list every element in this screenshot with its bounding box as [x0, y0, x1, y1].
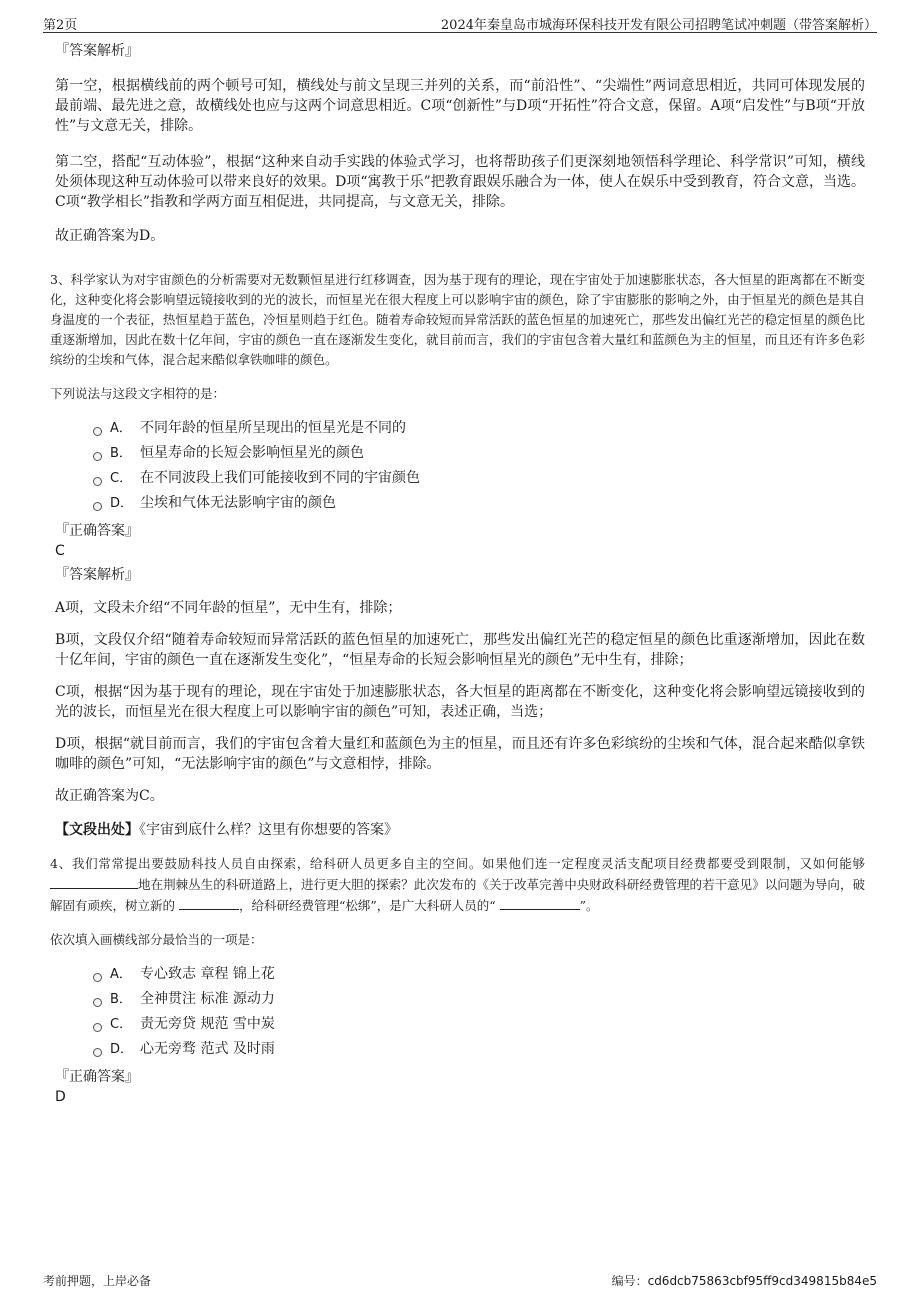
radio-icon[interactable]	[93, 1048, 102, 1057]
document-title: 2024年秦皇岛市城海环保科技开发有限公司招聘笔试冲刺题（带答案解析）	[440, 18, 877, 33]
analysis-paragraph: B项，文段仅介绍“随着寿命较短而异常活跃的蓝色恒星的加速死亡，那些发出偏红光芒的稳定恒星的颜色比重逐渐增加，因此在数十亿年间，宇宙的颜色一直在逐渐发生变化”，“恒星寿命的长短会影响恒星光的颜色”无中生有，排除；	[55, 632, 865, 668]
options-list	[93, 962, 865, 1062]
analysis-conclusion: 故正确答案为D。	[55, 228, 165, 244]
correct-answer: C	[55, 543, 65, 559]
option-item[interactable]: B． 全神贯注 标准 源动力	[93, 987, 865, 1012]
radio-icon[interactable]	[93, 998, 102, 1007]
question-stem: 3、科学家认为对宇宙颜色的分析需要对无数颗恒星进行红移调查，因为基于现有的理论，现在宇宙处于加速膨胀状态，各大恒星的距离都在不断变化，这种变化将会影响望远镜接收到的光的波长，而恒星光在很大程度上可以影响宇宙的颜色，除了宇宙膨胀的影响之外，由于恒星光的颜色是其自身温度的一个表征，热恒星趋于蓝色，冷恒星则趋于红色。随着寿命较短而异常活跃的蓝色恒星的加速死亡，那些发出偏红光芒的稳定恒星的颜色比重逐渐增加，因此在数十亿年间，宇宙的颜色一直在逐渐发生变化，就目前而言，我们的宇宙包含着大量红和蓝颜色为主的恒星，而且还有许多色彩缤纷的尘埃和气体，混合起来酷似拿铁咖啡的颜色。	[50, 272, 865, 367]
option-item[interactable]: D． 尘埃和气体无法影响宇宙的颜色	[93, 491, 865, 516]
question-prompt: 下列说法与这段文字相符的是：	[50, 386, 226, 401]
document-code: 编号：cd6dcb75863cbf95ff9cd349815b84e5	[611, 1274, 877, 1288]
page-header	[43, 12, 877, 33]
question-prompt: 依次填入画横线部分最恰当的一项是：	[50, 932, 263, 947]
option-item[interactable]: D． 心无旁骛 范式 及时雨	[93, 1037, 865, 1062]
option-item[interactable]: A． 不同年龄的恒星所呈现出的恒星光是不同的	[93, 416, 865, 441]
radio-icon[interactable]	[93, 452, 102, 461]
analysis-conclusion: 故正确答案为C。	[55, 788, 164, 804]
option-item[interactable]: C． 在不同波段上我们可能接收到不同的宇宙颜色	[93, 466, 865, 491]
option-item[interactable]: C． 责无旁贷 规范 雪中炭	[93, 1012, 865, 1037]
answer-analysis-label: 『答案解析』	[55, 43, 139, 59]
page-number: 第2页	[43, 18, 78, 33]
option-item[interactable]: A． 专心致志 章程 锦上花	[93, 962, 865, 987]
passage-source: 【文段出处】《宇宙到底什么样？这里有你想要的答案》	[55, 822, 398, 838]
option-item[interactable]: B． 恒星寿命的长短会影响恒星光的颜色	[93, 441, 865, 466]
analysis-paragraph: D项，根据“就目前而言，我们的宇宙包含着大量红和蓝颜色为主的恒星，而且还有许多色彩缤纷的尘埃和气体，混合起来酷似拿铁咖啡的颜色”可知，“无法影响宇宙的颜色”与文意相悖，排除。	[55, 736, 865, 772]
correct-answer-label: 『正确答案』	[55, 1069, 139, 1085]
analysis-paragraph: 第一空，根据横线前的两个顿号可知，横线处与前文呈现三并列的关系，而“前沿性”、“尖端性”两词意思相近，共同可体现发展的最前端、最先进之意，故横线处也应与这两个词意思相近。C项“创新性”与D项“开拓性”符合文意，保留。A项“启发性”与B项“开放性”与文意无关，排除。	[55, 78, 865, 134]
answer-blank	[500, 895, 580, 910]
analysis-paragraph: C项，根据“因为基于现有的理论，现在宇宙处于加速膨胀状态，各大恒星的距离都在不断变化，这种变化将会影响望远镜接收到的光的波长，而恒星光在很大程度上可以影响宇宙的颜色”可知，表述正确，当选；	[55, 684, 865, 720]
analysis-paragraph: 第二空，搭配“互动体验”，根据“这种来自动手实践的体验式学习，也将帮助孩子们更深刻地领悟科学理论、科学常识”可知，横线处须体现这种互动体验可以带来良好的效果。D项“寓教于乐”把教育跟娱乐融合为一体，使人在娱乐中受到教育，符合文意，当选。C项“教学相长”指教和学两方面互相促进，共同提高，与文意无关，排除。	[55, 154, 865, 210]
page-content	[50, 40, 865, 1106]
answer-analysis-label: 『答案解析』	[55, 567, 139, 583]
radio-icon[interactable]	[93, 502, 102, 511]
footer-slogan: 考前押题，上岸必备	[43, 1274, 152, 1288]
page-footer	[43, 1270, 877, 1292]
radio-icon[interactable]	[93, 1023, 102, 1032]
correct-answer: D	[55, 1089, 66, 1105]
correct-answer-label: 『正确答案』	[55, 523, 139, 539]
analysis-paragraph: A项，文段未介绍“不同年龄的恒星”，无中生有，排除；	[55, 600, 402, 616]
answer-blank	[50, 874, 138, 889]
radio-icon[interactable]	[93, 973, 102, 982]
answer-blank	[179, 895, 239, 910]
radio-icon[interactable]	[93, 427, 102, 436]
options-list	[93, 416, 865, 516]
question-stem: 4、我们常常提出要鼓励科技人员自由探索，给科研人员更多自主的空间。如果他们连一定程度灵活支配项目经费都要受到限制，又如何能够地在荆棘丛生的科研道路上，进行更大胆的探索？此次发布的《关于改革完善中央财政科研经费管理的若干意见》以问题为导向，破解固有顽疾，树立新的 ，给科研经费管理“松绑”，是广大科研人员的“ ”。	[50, 856, 865, 913]
radio-icon[interactable]	[93, 477, 102, 486]
